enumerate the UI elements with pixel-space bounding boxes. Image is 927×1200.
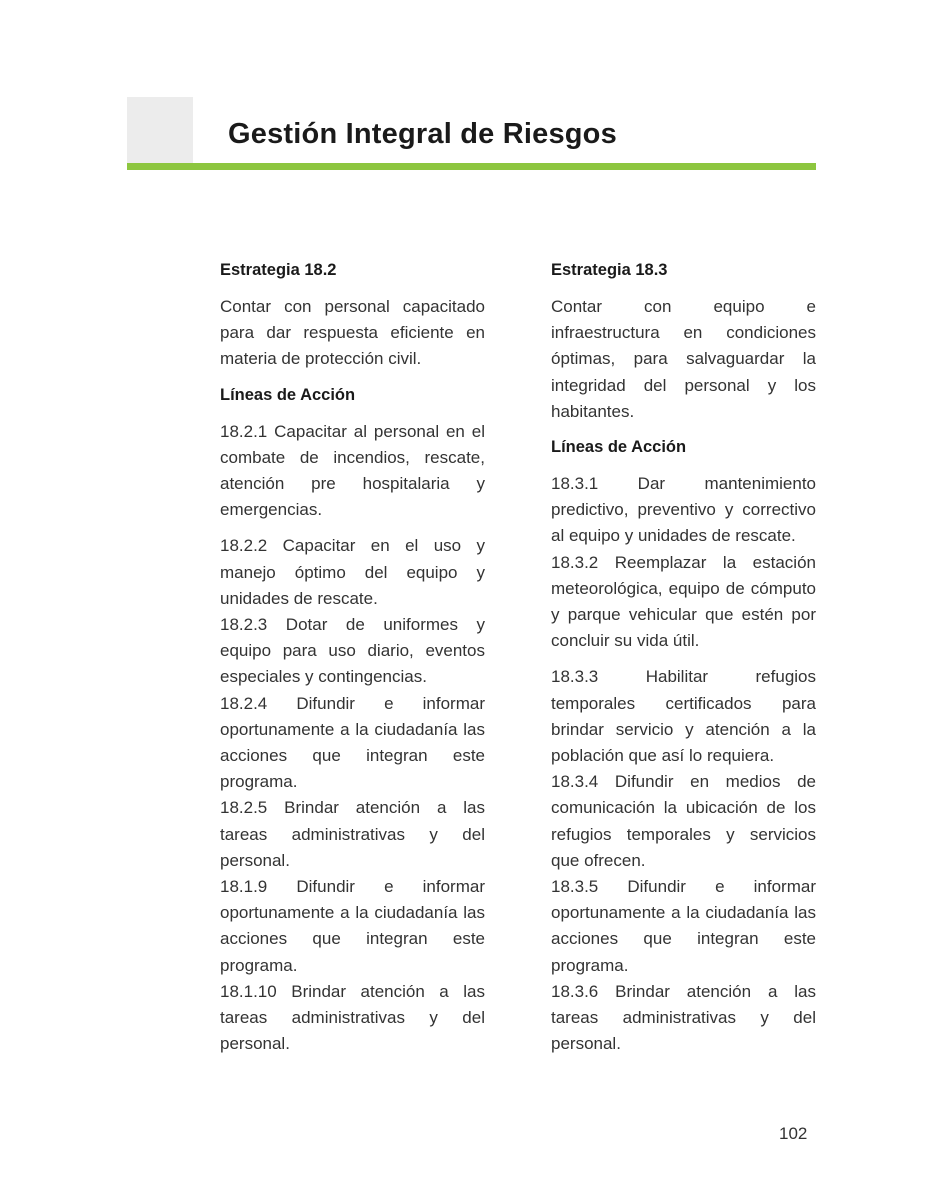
left-column [220, 258, 485, 1057]
header-green-rule [127, 163, 816, 170]
action-item-18-3-1: 18.3.1 Dar mantenimiento predictivo, preventivo y correctivo al equipo y unidades de rescate. [551, 474, 816, 546]
page-number: 102 [779, 1124, 808, 1143]
header-accent-box [127, 97, 193, 163]
actions-title-right: Líneas de Acción [551, 438, 687, 457]
action-item-18-3-3: 18.3.3 Habilitar refugios temporales certificados para brindar servicio y atención a la población que así lo requiera. [551, 667, 816, 766]
action-item-18-2-4: 18.2.4 Difundir e informar oportunamente a la ciudadanía las acciones que integran este programa. [220, 693, 485, 792]
action-item-18-2-1: 18.2.1 Capacitar al personal en el combate de incendios, rescate, atención pre hospitalaria y emergencias. [220, 421, 485, 520]
action-item-18-3-6: 18.3.6 Brindar atención a las tareas administrativas y del personal. [551, 981, 816, 1054]
action-item-18-2-2: 18.2.2 Capacitar en el uso y manejo óptimo del equipo y unidades de rescate. [220, 536, 485, 608]
action-item-18-1-10: 18.1.10 Brindar atención a las tareas administrativas y del personal. [220, 981, 485, 1054]
page-title: Gestión Integral de Riesgos [228, 118, 617, 150]
action-item-18-3-5: 18.3.5 Difundir e informar oportunamente a la ciudadanía las acciones que integran este programa. [551, 877, 816, 975]
strategy-text-18-3: Contar con equipo e infraestructura en condiciones óptimas, para salvaguardar la integridad del personal y los habitantes. [551, 297, 816, 421]
action-item-18-2-3: 18.2.3 Dotar de uniformes y equipo para uso diario, eventos especiales y contingencias. [220, 615, 485, 687]
strategy-title-18-2: Estrategia 18.2 [220, 261, 337, 279]
actions-title-left: Líneas de Acción [220, 385, 356, 404]
strategy-text-18-2: Contar con personal capacitado para dar respuesta eficiente en materia de protección civil. [220, 297, 485, 369]
action-item-18-3-4: 18.3.4 Difundir en medios de comunicación la ubicación de los refugios temporales y servicios que ofrecen. [551, 772, 816, 870]
strategy-title-18-3: Estrategia 18.3 [551, 261, 668, 279]
action-item-18-2-5: 18.2.5 Brindar atención a las tareas administrativas y del personal. [220, 798, 485, 870]
action-item-18-1-9: 18.1.9 Difundir e informar oportunamente a la ciudadanía las acciones que integran este programa. [220, 877, 485, 975]
action-item-18-3-2: 18.3.2 Reemplazar la estación meteorológica, equipo de cómputo y parque vehicular que estén por concluir su vida útil. [551, 552, 816, 651]
right-column [551, 258, 816, 1057]
